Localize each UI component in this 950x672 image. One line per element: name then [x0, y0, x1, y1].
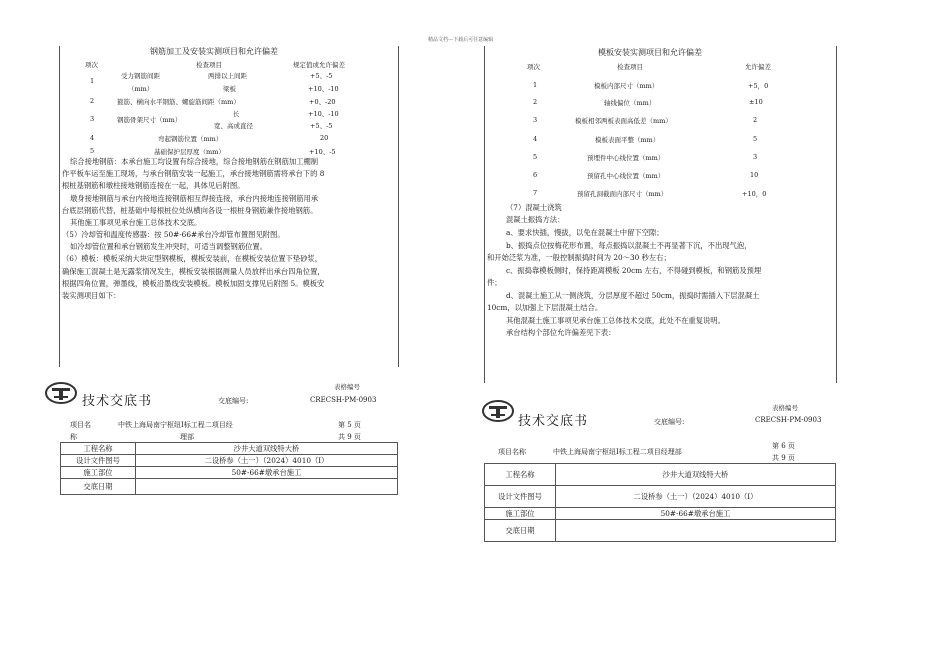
right-row-item: 轴线偏位（mm）	[604, 99, 656, 107]
row-label: 设计文件图号	[485, 486, 556, 508]
right-row-item: 模板内部尺寸（mm）	[594, 82, 659, 90]
crec-logo-icon	[482, 399, 514, 423]
right-para: b、振捣点位按梅花形布置，每点振捣以混凝土不再显著下沉，不出现气泡，	[506, 241, 752, 250]
left-row-value: +10、-10	[308, 110, 339, 118]
left-para: 墩身接地钢筋与承台内接地连接钢筋相互焊接连接，承台内接地连接钢筋用承	[70, 194, 319, 203]
left-para: 台底层钢筋代替，桩基础中每根桩位处纵横向各设一根桩身钢筋兼作接地钢筋。	[62, 206, 318, 215]
right-para: 10cm，以加强上下层混凝土结合。	[487, 303, 603, 312]
left-para: 根据四角位置，弹墨线，模板沿墨线安装模板。模板加固支撑见后附图 5。模板安	[62, 279, 325, 288]
right-para: （7）混凝土浇筑	[506, 203, 562, 212]
row-value: 50#-66#墩承台施工	[136, 467, 398, 479]
row-value	[556, 520, 836, 542]
crec-logo-icon	[45, 381, 77, 405]
left-para: 如冷却管位置和承台钢筋发生冲突时，可适当调整钢筋位置。	[70, 242, 268, 251]
right-page-border-left	[484, 46, 485, 383]
left-table-title: 钢筋加工及安装实测项目和允许偏差	[150, 47, 278, 56]
page-number: 第 5 页	[338, 421, 361, 429]
left-row-item-b: 梁板	[223, 85, 236, 93]
left-col-no: 项次	[85, 61, 98, 69]
left-row-item-b: 两排以上间距	[208, 72, 247, 80]
right-para: 其他混凝土施工事项见承台施工总体技术交底，此处不在重复说明。	[506, 316, 725, 325]
right-para: 承台结构个部位允许偏差见下表：	[506, 328, 616, 337]
right-para: 件；	[487, 278, 502, 287]
page-number: 第 6 页	[772, 442, 795, 450]
row-label: 工程名称	[485, 464, 556, 486]
right-row-no: 5	[533, 153, 538, 161]
row-label: 交底日期	[485, 520, 556, 542]
row-label: 设计文件图号	[61, 455, 136, 467]
right-row-no: 1	[533, 81, 538, 89]
left-para: （6）模板：模板采纳大块定型钢模板，模板安装前，在模板安装位置下垫砂浆，	[62, 254, 323, 263]
right-para: c、振捣靠模板侧时，保持距离模板 20cm 左右，不得碰到模板，和钢筋及预埋	[506, 266, 762, 275]
left-row-item-b: 长	[233, 110, 240, 118]
form-number-label: 表格编号	[772, 404, 798, 412]
form-title: 技术交底书	[518, 414, 589, 429]
right-para: d、混凝土施工从一侧浇筑，分层厚度不超过 50cm，振捣时需插入下层混凝土	[506, 291, 760, 300]
left-row-item-a: 基础保护层厚度（mm）	[154, 148, 225, 156]
handover-code-label: 交底编号:	[654, 418, 685, 426]
left-row-no: 1	[90, 77, 95, 85]
right-para: 混凝土振捣方法：	[506, 215, 565, 224]
right-row-no: 2	[533, 98, 538, 106]
header-note: 精品文档---下载后可任意编辑	[428, 37, 494, 43]
left-col-value: 规定值或允许偏差	[293, 61, 345, 69]
form-title: 技术交底书	[82, 394, 153, 409]
left-row-item-a: 箍筋、横向水平钢筋、螺旋筋间距（mm）	[117, 98, 240, 106]
left-row-value: +5、-5	[310, 122, 333, 130]
right-row-value: 3	[753, 153, 758, 161]
right-row-no: 6	[533, 171, 538, 179]
right-row-no: 4	[533, 135, 538, 143]
left-para: 作平板车运至施工现场，与承台钢筋安装一起施工，承台接地钢筋需将承台下的 8	[62, 169, 325, 178]
row-value: 二设桥参（土一）（2024）4010（Ⅰ）	[556, 486, 836, 508]
project-name: 中铁上海局南宁枢纽Ⅰ标工程二项目经理部	[553, 448, 682, 456]
page-total: 共 9 页	[772, 454, 795, 462]
right-row-value: 5	[753, 135, 758, 143]
left-row-value: 20	[320, 134, 329, 142]
handover-code-label: 交底编号:	[218, 397, 249, 405]
right-row-value: +10，0	[742, 190, 767, 198]
right-form-table	[484, 463, 836, 542]
row-label: 交底日期	[61, 479, 136, 495]
project-label: 项目名	[70, 421, 91, 429]
project-name: 理部	[180, 433, 194, 441]
left-para: 综合接地钢筋：本承台施工均设置有综合接地，综合接地钢筋在钢筋加工棚制	[70, 157, 319, 166]
row-label: 施工部位	[61, 467, 136, 479]
right-row-value: 10	[750, 171, 759, 179]
right-col-no: 项次	[527, 63, 540, 71]
right-row-value: 2	[753, 116, 758, 124]
left-row-value: +0、-20	[309, 98, 336, 106]
row-label: 工程名称	[61, 443, 136, 455]
right-row-no: 7	[533, 189, 538, 197]
left-row-item-a: 受力钢筋间距	[121, 72, 160, 80]
row-value	[136, 479, 398, 495]
left-page-border-right	[398, 46, 399, 367]
right-row-item: 预留孔洞截面内部尺寸（mm）	[577, 190, 668, 198]
form-number: CRECSH-PM-0903	[310, 396, 377, 404]
left-row-item-a: 钢筋骨架尺寸（mm）	[117, 116, 182, 124]
right-row-item: 预留孔中心线位置（mm）	[587, 172, 665, 180]
project-label: 项目名称	[498, 448, 526, 456]
right-page-border-right	[836, 46, 837, 383]
left-row-no: 4	[90, 134, 95, 142]
right-row-item: 模板相邻两板表面高低差（mm）	[575, 117, 672, 125]
right-row-no: 3	[533, 116, 538, 124]
left-row-item-a: 弯起钢筋位置（mm）	[158, 135, 223, 143]
left-para: 其他施工事项见承台施工总体技术交底。	[70, 218, 202, 227]
right-row-item: 预埋件中心线位置（mm）	[587, 154, 665, 162]
left-row-value: +5、-5	[310, 72, 333, 80]
form-number-label: 表格编号	[334, 383, 360, 391]
left-row-value: +10、-10	[308, 85, 339, 93]
left-row-no: 5	[90, 147, 95, 155]
row-value: 二设桥参（土一）（2024）4010（Ⅰ）	[136, 455, 398, 467]
left-page-border-left	[59, 46, 60, 367]
form-number: CRECSH-PM-0903	[755, 416, 822, 424]
page-total: 共 9 页	[338, 433, 361, 441]
right-col-value: 允许偏差	[745, 63, 771, 71]
left-row-no: 3	[90, 115, 95, 123]
right-row-item: 模板表面平整（mm）	[595, 136, 660, 144]
left-row-no: 2	[90, 97, 95, 105]
row-label: 施工部位	[485, 508, 556, 520]
row-value: 沙井大道双线特大桥	[556, 464, 836, 486]
left-para: 确保施工混凝土是无露浆情况发生，模板安装根据测量人员放样出承台四角位置，	[62, 267, 325, 276]
left-form-table	[60, 442, 398, 495]
row-value: 沙井大道双线特大桥	[136, 443, 398, 455]
right-row-value: +5，0	[748, 82, 769, 90]
left-para: 根桩基钢筋和墩柱接地钢筋连接在一起，具体见后附图。	[62, 181, 245, 190]
row-value: 50#-66#墩承台施工	[556, 508, 836, 520]
project-name: 中铁上海局南宁枢纽Ⅰ标工程二项目经	[118, 421, 233, 429]
left-row-item-b: 宽、高或直径	[214, 122, 253, 130]
right-para: 和开始泛浆为准，一般控制振捣时间为 20～30 秒左右；	[487, 253, 671, 262]
left-para: （5）冷却管和温度传感器：按 50#-66#承台冷却管布置图见附图。	[62, 230, 285, 239]
left-row-item-a: （mm）	[128, 85, 154, 93]
left-para: 装实测项目如下：	[62, 291, 121, 300]
right-table-title: 模板安装实测项目和允许偏差	[598, 48, 702, 57]
right-row-value: ±10	[749, 98, 763, 106]
left-col-item: 检查项目	[196, 61, 222, 69]
right-para: a、要求快插，慢拔，以免在混凝土中留下空隙；	[506, 228, 664, 237]
right-col-item: 检查项目	[617, 63, 643, 71]
project-label: 称	[70, 433, 77, 441]
left-row-value: +10、-5	[309, 148, 336, 156]
